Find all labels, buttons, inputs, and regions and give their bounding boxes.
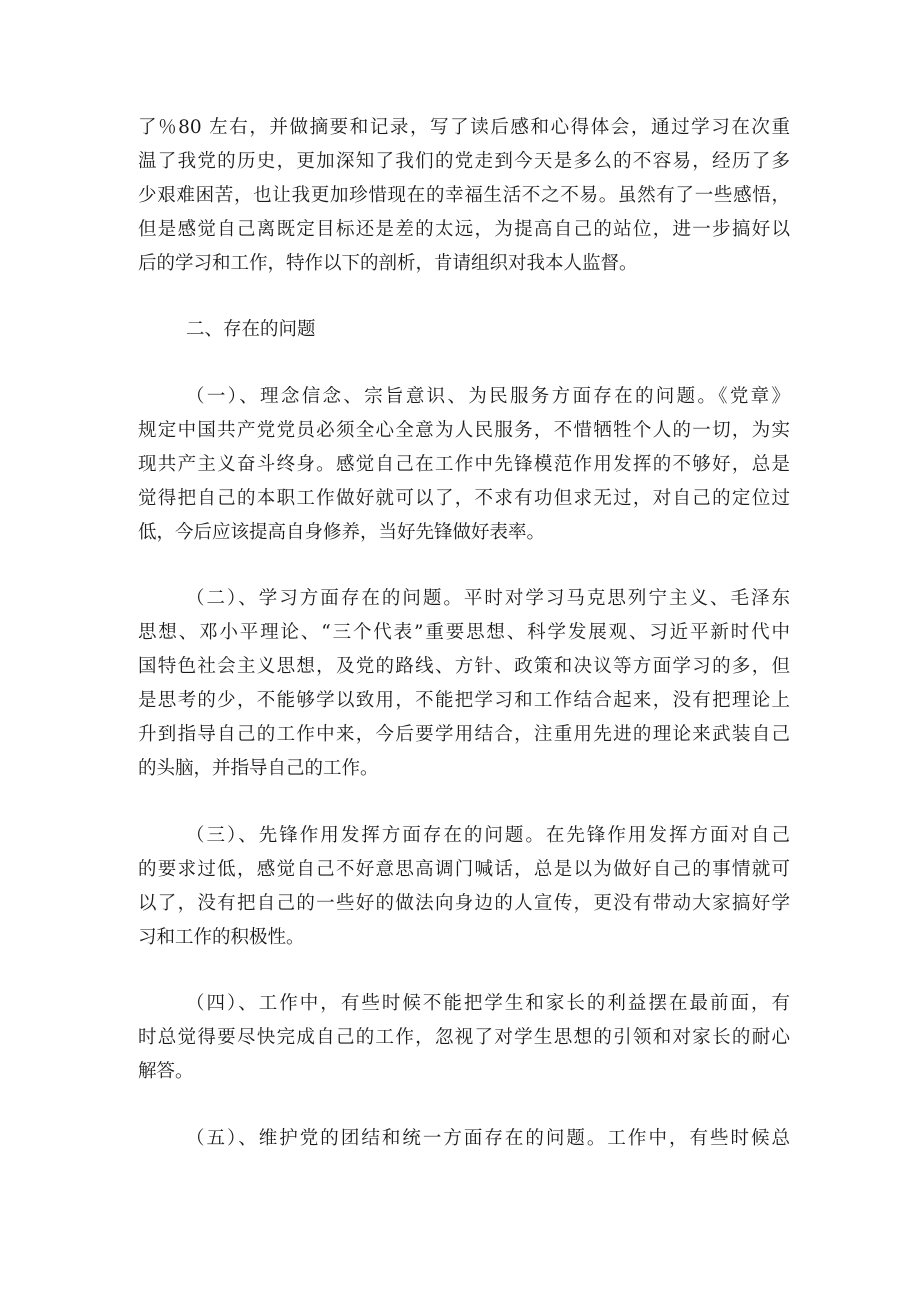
section-heading-text: 二、存在的问题 [186, 319, 316, 340]
paragraph-line: 低，今后应该提高自身修养，当好先锋做好表率。 [138, 522, 546, 543]
paragraph-line: 以了，没有把自己的一些好的做法向身边的人宣传，更没有带动大家搞好学 [138, 893, 790, 914]
paragraph-line: （四）、工作中，有些时候不能把学生和家长的利益摆在最前面，有 [186, 993, 790, 1014]
paragraph-line: 是思考的少，不能够学以致用，不能把学习和工作结合起来，没有把理论上 [138, 690, 790, 711]
paragraph-line: 现共产主义奋斗终身。感觉自己在工作中先锋模范作用发挥的不够好，总是 [138, 454, 790, 475]
paragraph-line: 少艰难困苦，也让我更加珍惜现在的幸福生活不之不易。虽然有了一些感悟， [138, 185, 790, 206]
paragraph-line: 后的学习和工作，特作以下的剖析，肯请组织对我本人监督。 [138, 253, 638, 274]
paragraph-line: 规定中国共产党党员必须全心全意为人民服务，不惜牺牲个人的一切，为实 [138, 420, 790, 441]
paragraph-1 [138, 380, 790, 550]
section-heading [138, 313, 790, 347]
paragraph-line: 温了我党的历史，更加深知了我们的党走到今天是多么的不容易，经历了多 [138, 151, 790, 172]
paragraph-line: 时总觉得要尽快完成自己的工作，忽视了对学生思想的引领和对家长的耐心 [138, 1027, 790, 1048]
paragraph-5 [138, 1122, 790, 1156]
paragraph-line: 升到指导自己的工作中来，今后要学用结合，注重用先进的理论来武装自己 [138, 724, 790, 745]
paragraph-line: （五）、维护党的团结和统一方面存在的问题。工作中，有些时候总 [186, 1128, 790, 1149]
paragraph-2 [138, 582, 790, 786]
paragraph-line: 了％80 左右，并做摘要和记录，写了读后感和心得体会，通过学习在次重 [138, 117, 790, 138]
paragraph-3 [138, 819, 790, 955]
paragraph-line: （二）、学习方面存在的问题。平时对学习马克思列宁主义、毛泽东 [186, 588, 790, 609]
paragraph-line: 思想、邓小平理论、“三个代表”重要思想、科学发展观、习近平新时代中 [138, 622, 790, 643]
paragraph-intro [138, 111, 790, 281]
paragraph-4 [138, 987, 790, 1089]
paragraph-line: 习和工作的积极性。 [138, 927, 305, 948]
paragraph-line: 国特色社会主义思想，及党的路线、方针、政策和决议等方面学习的多，但 [138, 656, 790, 677]
paragraph-line: （一）、理念信念、宗旨意识、为民服务方面存在的问题。《党章》 [186, 386, 790, 407]
paragraph-line: 觉得把自己的本职工作做好就可以了，不求有功但求无过，对自己的定位过 [138, 488, 790, 509]
paragraph-line: （三）、先锋作用发挥方面存在的问题。在先锋作用发挥方面对自己 [186, 825, 790, 846]
paragraph-line: 的头脑，并指导自己的工作。 [138, 758, 379, 779]
paragraph-line: 解答。 [138, 1061, 194, 1082]
paragraph-line: 但是感觉自己离既定目标还是差的太远，为提高自己的站位，进一步搞好以 [138, 219, 790, 240]
paragraph-line: 的要求过低，感觉自己不好意思高调门喊话，总是以为做好自己的事情就可 [138, 859, 790, 880]
